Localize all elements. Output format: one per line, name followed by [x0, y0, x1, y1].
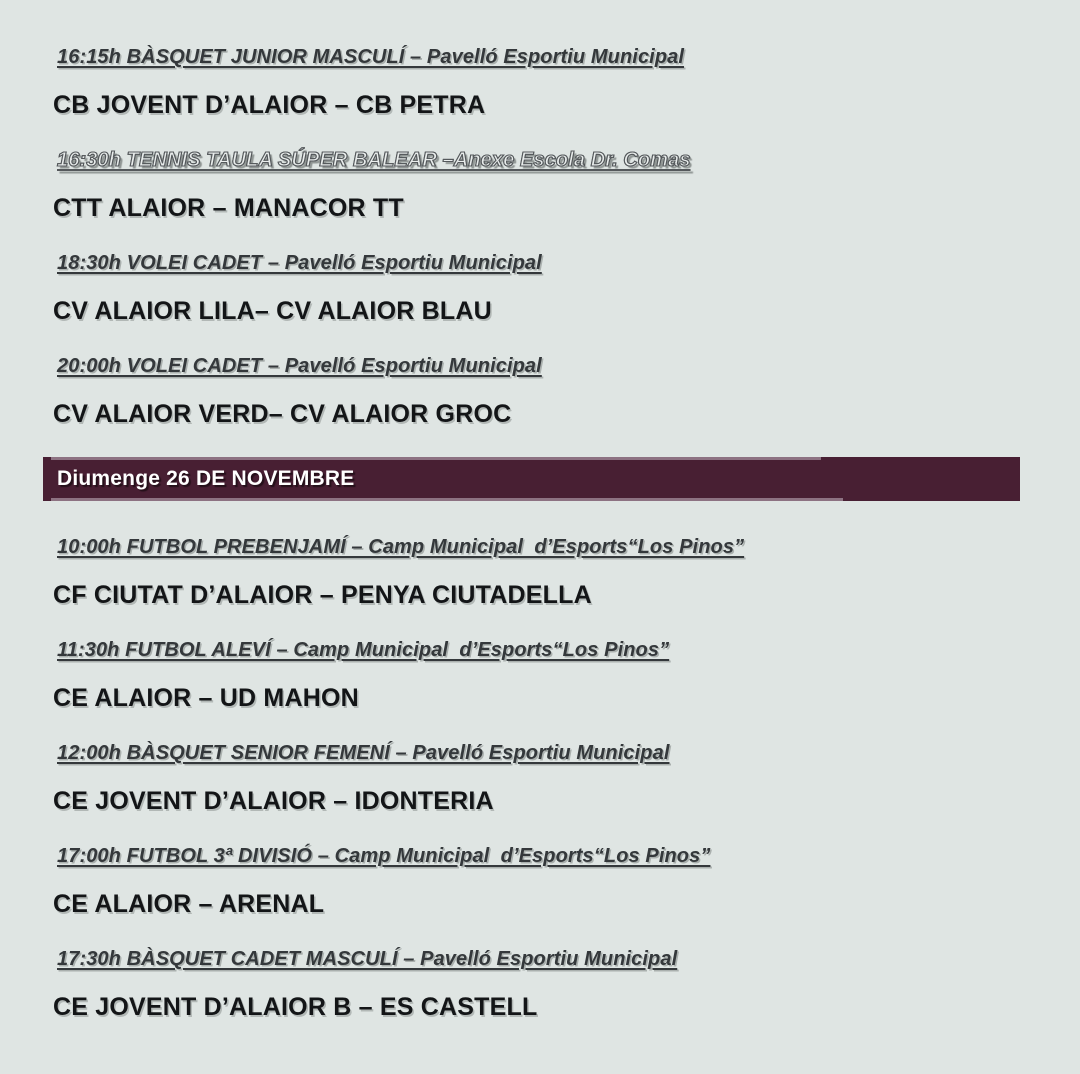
event-time-line: 18:30h VOLEI CADET – Pavelló Esportiu Municipal [57, 252, 542, 274]
event-time-line: 17:00h FUTBOL 3ª DIVISIÓ – Camp Municipal d’Esports“Los Pinos” [57, 845, 711, 867]
event-matchup: CE ALAIOR – UD MAHON [53, 684, 359, 712]
event-time-line: 17:30h BÀSQUET CADET MASCULÍ – Pavelló Esportiu Municipal [57, 948, 678, 970]
day-bar-bottom-edge-divider [51, 498, 843, 501]
event-matchup: CV ALAIOR VERD– CV ALAIOR GROC [53, 400, 512, 428]
event-time-line: 10:00h FUTBOL PREBENJAMÍ – Camp Municipal d’Esports“Los Pinos” [57, 536, 745, 558]
event-item [53, 844, 1020, 919]
event-matchup: CV ALAIOR LILA– CV ALAIOR BLAU [53, 297, 492, 325]
events-section-after-header [53, 535, 1020, 1022]
event-item [53, 354, 1020, 429]
event-item [53, 45, 1020, 120]
event-matchup: CB JOVENT D’ALAIOR – CB PETRA [53, 91, 486, 119]
event-time-line: 20:00h VOLEI CADET – Pavelló Esportiu Municipal [57, 355, 542, 377]
event-matchup: CTT ALAIOR – MANACOR TT [53, 194, 404, 222]
day-header-bar [43, 457, 1020, 501]
event-matchup: CF CIUTAT D’ALAIOR – PENYA CIUTADELLA [53, 581, 592, 609]
event-item [53, 148, 1020, 223]
day-bar-top-edge-divider [51, 457, 821, 460]
event-matchup: CE ALAIOR – ARENAL [53, 890, 325, 918]
event-item [53, 535, 1020, 610]
event-time-line: 12:00h BÀSQUET SENIOR FEMENÍ – Pavelló Esportiu Municipal [57, 742, 670, 764]
event-matchup: CE JOVENT D’ALAIOR – IDONTERIA [53, 787, 494, 815]
event-time-line: 16:30h TENNIS TAULA SÚPER BALEAR –Anexe Escola Dr. Comas [57, 149, 691, 171]
events-section-before-header [53, 45, 1020, 429]
event-item [53, 638, 1020, 713]
event-matchup: CE JOVENT D’ALAIOR B – ES CASTELL [53, 993, 538, 1021]
day-header-label: Diumenge 26 DE NOVEMBRE [57, 467, 355, 490]
event-time-line: 11:30h FUTBOL ALEVÍ – Camp Municipal d’Esports“Los Pinos” [57, 639, 670, 661]
event-item [53, 741, 1020, 816]
event-time-line: 16:15h BÀSQUET JUNIOR MASCULÍ – Pavelló Esportiu Municipal [57, 46, 685, 68]
event-item [53, 251, 1020, 326]
event-item [53, 947, 1020, 1022]
